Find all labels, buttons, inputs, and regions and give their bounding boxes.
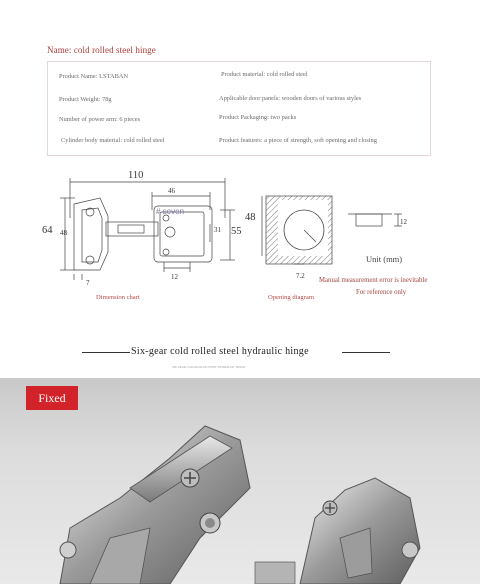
heading-rule-left xyxy=(82,352,130,353)
spec-packaging: Product Packaging: two packs xyxy=(219,114,297,121)
dim-bottom-width: 12 xyxy=(171,273,178,281)
opening-diagram-drawing xyxy=(258,190,338,272)
plate-label: # seven xyxy=(156,207,185,216)
spec-power-arm: Number of power arm: 6 pieces xyxy=(59,116,141,123)
dimension-chart-caption: Dimension chart xyxy=(96,294,140,301)
dim-top-inner: 46 xyxy=(168,187,175,195)
dim-small-offset: 7 xyxy=(86,279,90,287)
spec-title: Name: cold rolled steel hinge xyxy=(47,45,156,55)
opening-diagram-caption: Opening diagram xyxy=(268,294,314,301)
reference-note: For reference only xyxy=(356,289,407,296)
dimension-chart-drawing xyxy=(40,170,240,292)
spec-cylinder: Cylinder body material: cold rolled steel xyxy=(61,137,165,144)
opening-offset: 7.2 xyxy=(296,272,305,280)
error-note: Manual measurement error is inevitable xyxy=(319,277,428,284)
spec-features: Product features: a piece of strength, soft opening and closing xyxy=(219,137,377,144)
section-subtext: SIX GEAR COLD ROLLED STEEL HYDRAULIC HINGE xyxy=(172,365,246,369)
spec-product-name: Product Name: LSTABAN xyxy=(59,73,129,80)
dim-width: 110 xyxy=(128,170,144,181)
spec-door-panels: Applicable door panels: wooden doors of various styles xyxy=(219,95,362,102)
heading-rule-right xyxy=(342,352,390,353)
section-heading: Six-gear cold rolled steel hydraulic hinge xyxy=(131,346,309,357)
opening-height: 48 xyxy=(245,212,256,223)
dim-height-inner: 48 xyxy=(60,229,67,237)
spec-product-weight: Product Weight: 78g xyxy=(59,96,112,103)
cup-depth: 12 xyxy=(400,218,407,226)
unit-label: Unit (mm) xyxy=(366,254,403,264)
spec-material: Product material: cold rolled steel xyxy=(221,71,308,78)
dim-right-height: 55 xyxy=(231,226,242,237)
dim-plate-height: 31 xyxy=(214,226,221,234)
fixed-badge: Fixed xyxy=(26,386,78,410)
dim-height-outer: 64 xyxy=(42,225,53,236)
